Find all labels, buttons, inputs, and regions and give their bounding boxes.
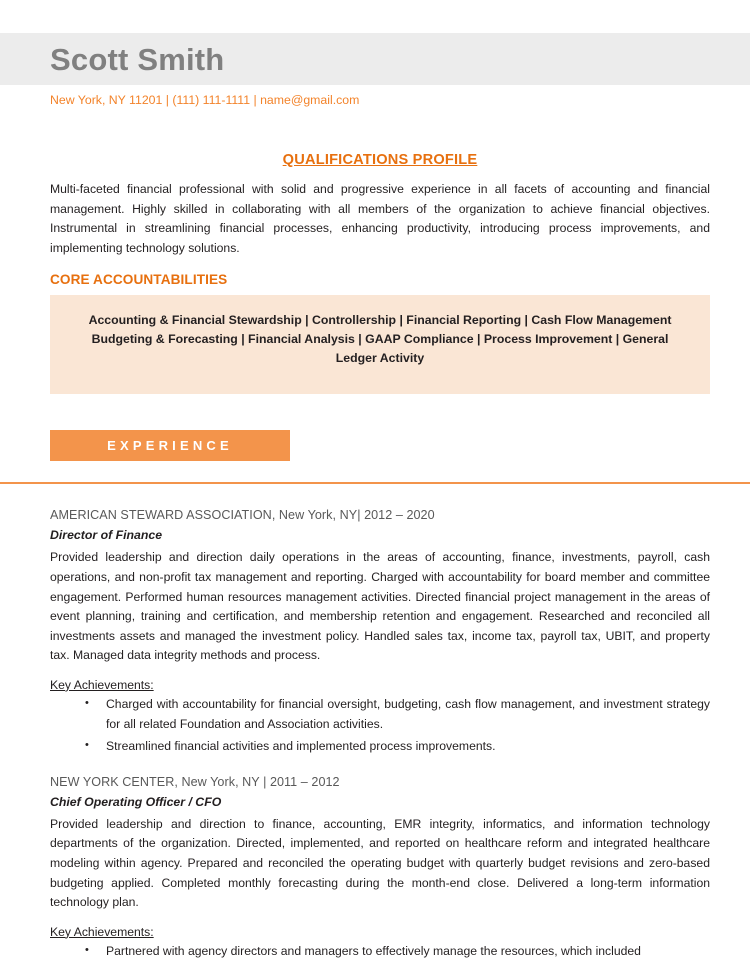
- resume-content: [50, 140, 710, 967]
- section-heading-core-accountabilities: CORE ACCOUNTABILITIES: [50, 272, 228, 288]
- key-achievements-label: Key Achievements:: [50, 677, 154, 692]
- job-entry: [50, 775, 710, 962]
- key-achievements-list: [50, 942, 710, 962]
- job-company-line: AMERICAN STEWARD ASSOCIATION, New York, NY| 2012 – 2020: [50, 508, 435, 523]
- job-description: Provided leadership and direction daily operations in the areas of accounting, finance, investments, payroll, cash operations, and non-profit tax management and reporting. Charged with accountability for board member and committee engagement. Performed human resources management activities. Directed financial project management in the areas of event planning, training and certification, and membership retention and engagement. Researched and reconciled all investments assets and managed the investment policy. Handled sales tax, income tax, payroll tax, UBIT, and property tax. Managed data integrity methods and process.: [50, 550, 710, 663]
- job-description: Provided leadership and direction to finance, accounting, EMR integrity, informatics, and information technology departments of the organization. Directed, implemented, and reported on healthcare reform and integrated healthcare modeling within agency. Prepared and reconciled the operating budget with quarterly budget revisions and zero-based budgeting applied. Completed monthly forecasting during the month-end close. Delivered a long-term information technology plan.: [50, 816, 710, 910]
- core-accountabilities-box: [50, 295, 710, 394]
- experience-banner-wrap: [50, 430, 710, 461]
- list-item: • Streamlined financial activities and implemented process improvements.: [85, 737, 710, 757]
- qualifications-profile-text: Multi-faceted financial professional with solid and progressive experience in all facets of accounting and financial management. Highly skilled in collaborating with all members of the organization to achieve financial objectives. Instrumental in streamlining financial processes, enhancing productivity, introducing process improvements, and implementing technology solutions.: [50, 182, 710, 255]
- job-title: Director of Finance: [50, 528, 163, 543]
- list-item: • Charged with accountability for financial oversight, budgeting, cash flow management, and investment strategy for all related Foundation and Association activities.: [85, 695, 710, 734]
- job-title: Chief Operating Officer / CFO: [50, 794, 222, 809]
- key-achievements-label: Key Achievements:: [50, 924, 154, 939]
- experience-job-list: [50, 508, 710, 961]
- experience-divider-rule: [0, 482, 750, 484]
- core-accountabilities-text: Accounting & Financial Stewardship | Controllership | Financial Reporting | Cash Flow Management Budgeting & Forecasting | Financial Analysis | GAAP Compliance | Process Improvement | General Ledger Activity: [88, 313, 672, 366]
- list-item: • Partnered with agency directors and managers to effectively manage the resources, which included: [85, 942, 710, 962]
- job-spacer: [50, 763, 710, 775]
- job-entry: [50, 508, 710, 756]
- section-heading-qualifications-profile: QUALIFICATIONS PROFILE: [282, 152, 478, 168]
- page-title: Scott Smith: [50, 41, 225, 77]
- job-company-line: NEW YORK CENTER, New York, NY | 2011 – 2012: [50, 774, 340, 789]
- section-heading-experience: EXPERIENCE: [50, 430, 290, 461]
- contact-line: New York, NY 11201 | (111) 111-1111 | name@gmail.com: [50, 93, 360, 107]
- key-achievements-list: [50, 695, 710, 757]
- header-name-band: [0, 33, 750, 85]
